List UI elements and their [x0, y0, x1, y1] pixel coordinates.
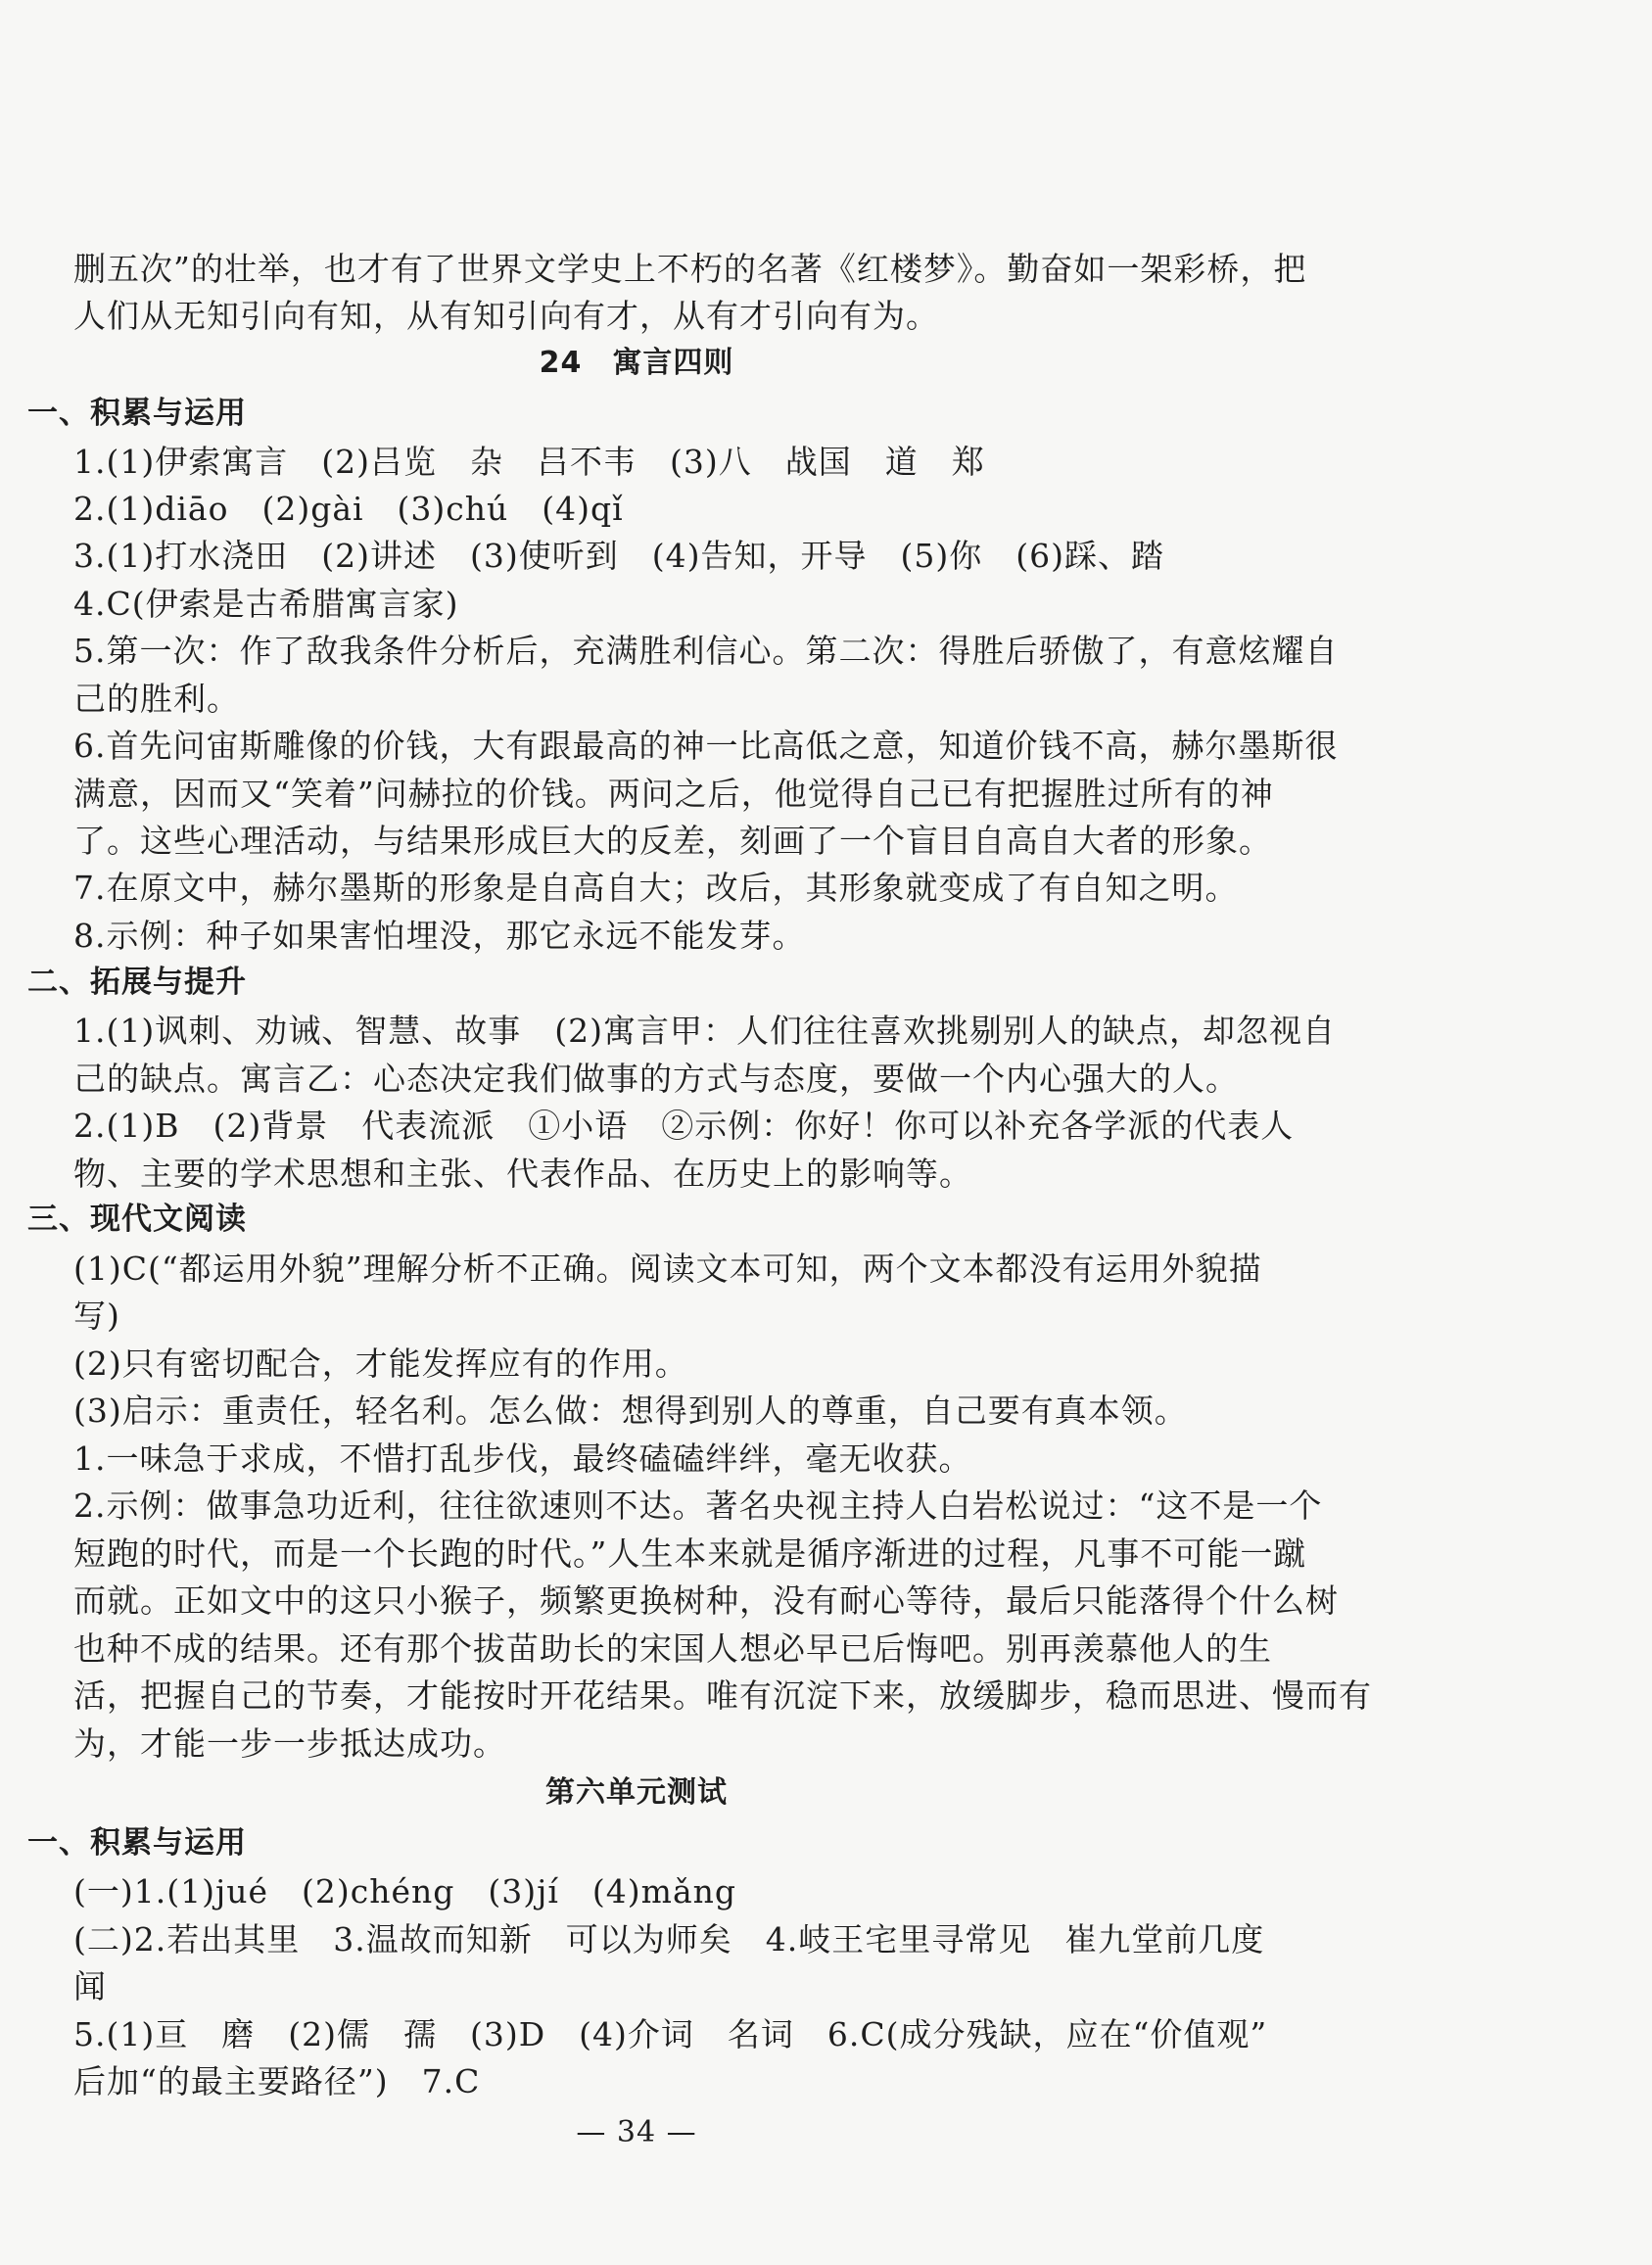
answer-line: (2)只有密切配合，才能发挥应有的作用。 [73, 1345, 688, 1383]
section-heading: 一、积累与运用 [27, 1825, 247, 1861]
answer-line: (1)C(“都运用外貌”理解分析不正确。阅读文本可知，两个文本都没有运用外貌描 [73, 1250, 1262, 1288]
answer-line: 2.(1)B (2)背景 代表流派 ①小语 ②示例：你好！你可以补充各学派的代表人 [73, 1107, 1295, 1145]
answer-line: 6.首先问宙斯雕像的价钱，大有跟最高的神一比高低之意，知道价钱不高，赫尔墨斯很 [73, 727, 1339, 765]
answer-line: 也种不成的结果。还有那个拔苗助长的宋国人想必早已后悔吧。别再羡慕他人的生 [73, 1629, 1272, 1668]
answer-line: (二)2.若出其里 3.温故而知新 可以为师矣 4.岐王宅里寻常见 崔九堂前几度 [73, 1920, 1265, 1958]
answer-line: (一)1.(1)jué (2)chéng (3)jí (4)mǎng [73, 1872, 737, 1911]
answer-line: 5.(1)亘 磨 (2)儒 孺 (3)D (4)介词 名词 6.C(成分残缺，应在“价值观” [73, 2015, 1268, 2053]
answer-line: 短跑的时代，而是一个长跑的时代。”人生本来就是循序渐进的过程，凡事不可能一蹴 [73, 1534, 1307, 1573]
answer-line: 7.在原文中，赫尔墨斯的形象是自高自大；改后，其形象就变成了有自知之明。 [73, 869, 1239, 907]
section-heading: 二、拓展与提升 [27, 965, 247, 1000]
answer-line: 满意，因而又“笑着”问赫拉的价钱。两问之后，他觉得自己已有把握胜过所有的神 [73, 775, 1274, 813]
answer-line: 物、主要的学术思想和主张、代表作品、在历史上的影响等。 [73, 1155, 972, 1193]
answer-line: 4.C(伊索是古希腊寓言家) [73, 585, 459, 623]
answer-line: 闻 [73, 1967, 107, 2005]
answer-line: 8.示例：种子如果害怕埋没，那它永远不能发芽。 [73, 917, 806, 955]
answer-line: 2.示例：做事急功近利，往往欲速则不达。著名央视主持人白岩松说过：“这不是一个 [73, 1486, 1323, 1525]
answer-line: 2.(1)diāo (2)gài (3)chú (4)qǐ [73, 490, 624, 528]
answer-line: 己的胜利。 [73, 680, 240, 718]
answer-line: 5.第一次：作了敌我条件分析后，充满胜利信心。第二次：得胜后骄傲了，有意炫耀自 [73, 632, 1339, 670]
unit-title: 第六单元测试 [545, 1775, 728, 1810]
answer-line: 己的缺点。寓言乙：心态决定我们做事的方式与态度，要做一个内心强大的人。 [73, 1060, 1239, 1098]
answer-line: (3)启示：重责任，轻名利。怎么做：想得到别人的尊重，自己要有真本领。 [73, 1392, 1188, 1430]
answer-line: 1.一味急于求成，不惜打乱步伐，最终磕磕绊绊，毫无收获。 [73, 1439, 972, 1478]
answer-line: 了。这些心理活动，与结果形成巨大的反差，刻画了一个盲目自高自大者的形象。 [73, 822, 1272, 860]
answer-line: 后加“的最主要路径”) 7.C [73, 2062, 481, 2100]
answer-line: 1.(1)讽刺、劝诫、智慧、故事 (2)寓言甲：人们往往喜欢挑剔别人的缺点，却忽视自 [73, 1012, 1336, 1050]
page-number: — 34 — [576, 2115, 697, 2149]
lesson-title: 24 寓言四则 [539, 346, 734, 380]
paragraph-line: 人们从无知引向有知，从有知引向有才，从有才引向有为。 [73, 297, 939, 335]
answer-line: 活，把握自己的节奏，才能按时开花结果。唯有沉淀下来，放缓脚步，稳而思进、慢而有 [73, 1676, 1372, 1715]
paragraph-line: 删五次”的壮举，也才有了世界文学史上不朽的名著《红楼梦》。勤奋如一架彩桥，把 [73, 250, 1307, 288]
answer-line: 而就。正如文中的这只小猴子，频繁更换树种，没有耐心等待，最后只能落得个什么树 [73, 1581, 1339, 1620]
answer-line: 为，才能一步一步抵达成功。 [73, 1724, 506, 1763]
section-heading: 一、积累与运用 [27, 396, 247, 431]
answer-line: 3.(1)打水浇田 (2)讲述 (3)使听到 (4)告知，开导 (5)你 (6)踩、踏 [73, 537, 1164, 575]
answer-line: 写) [73, 1297, 120, 1335]
answer-line: 1.(1)伊索寓言 (2)吕览 杂 吕不韦 (3)八 战国 道 郑 [73, 443, 985, 481]
section-heading: 三、现代文阅读 [27, 1202, 247, 1237]
